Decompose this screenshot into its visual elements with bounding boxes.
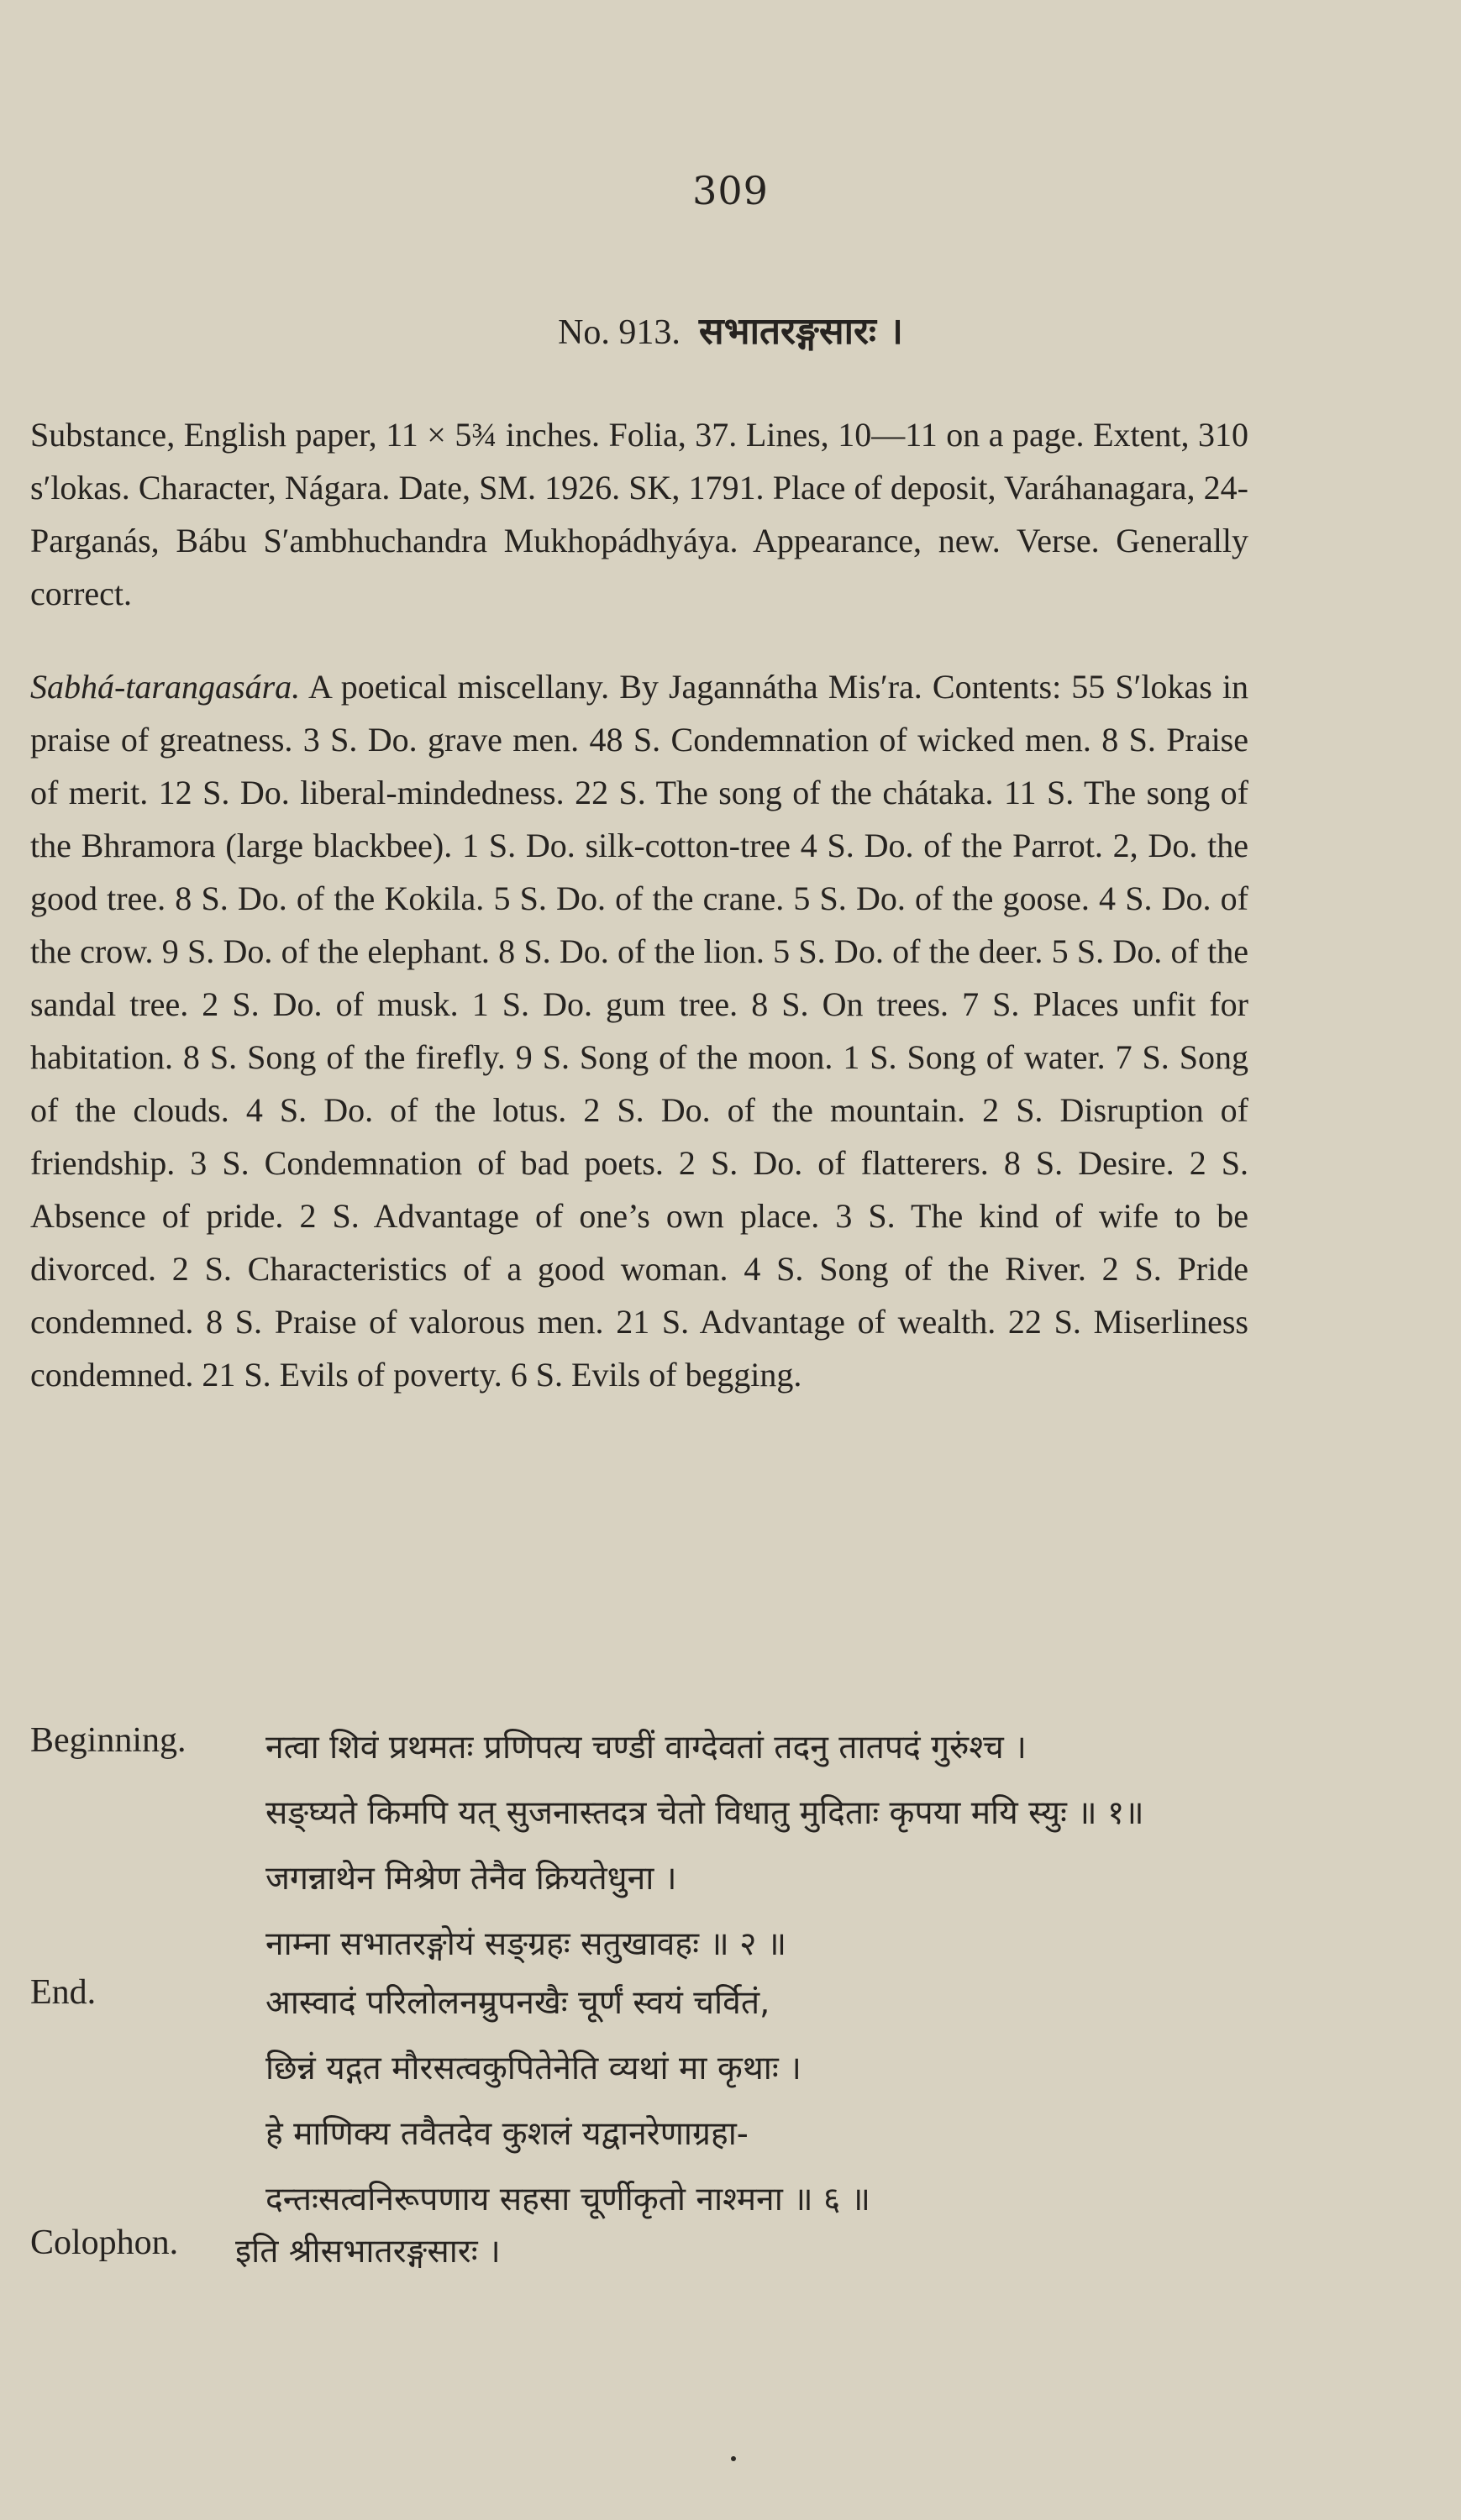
colophon-label: Colophon. <box>30 2223 179 2262</box>
beginning-line: नत्वा शिवं प्रथमतः प्रणिपत्य चण्डीं वाग्देवतां तदनु तातपदं गुरुंश्च । <box>265 1729 1027 1767</box>
entry-heading <box>0 304 1461 354</box>
beginning-line: नाम्ना सभातरङ्गोयं सङ्ग्रहः सतुखावहः ॥ २ ॥ <box>265 1925 787 1963</box>
sanskrit-title: सभातरङ्गसारः । <box>698 310 903 353</box>
end-line: दन्तःसत्वनिरूपणाय सहसा चूर्णीकृतो नाश्मना ॥ ६ ॥ <box>265 2181 870 2218</box>
end-line: आस्वादं परिलोलनम्रुपनखैः चूर्णं स्वयं चर्वितं, <box>265 1984 770 2022</box>
end-line: छिन्नं यद्गत मौरसत्वकुपितेनेति व्यथां मा कृथाः । <box>265 2050 801 2087</box>
end-label: End. <box>30 1973 97 2012</box>
beginning-line: सङ्घ्यते किमपि यत् सुजनास्तदत्र चेतो विधातु मुदिताः कृपया मयि स्युः ॥ १॥ <box>265 1794 1144 1832</box>
physical-description: Substance, English paper, 11 × 5¾ inches. Folia, 37. Lines, 10—11 on a page. Extent, 310 s′lokas. Character, Nágara. Date, SM. 1926. SK, 1791. Place of deposit, Varáhanagara, 24-Parganás, Bábu S′ambhuchandra Mukhopádhyáya. Appearance, new. Verse. Generally correct. <box>30 416 1248 612</box>
beginning-label: Beginning. <box>30 1721 187 1760</box>
end-line: हे माणिक्य तवैतदेव कुशलं यद्वानरेणाग्रहा- <box>265 2115 749 2153</box>
print-speck <box>731 2456 736 2461</box>
beginning-line: जगन्नाथेन मिश्रेण तेनैव क्रियतेधुना । <box>265 1860 677 1898</box>
work-title: Sabhá-tarangasára. <box>30 668 301 706</box>
summary-text: A poetical miscellany. By Jagannátha Mis′ra. Contents: 55 S′lokas in praise of greatness. 3 S. Do. grave men. 48 S. Condemnation of wicked men. 8 S. Praise of merit. 12 S. Do. liberal-mindedness. 22 S. The song of the chátaka. 11 S. The song of the Bhramora (large blackbee). 1 S. Do. silk-cotton-tree 4 S. Do. of the Parrot. 2, Do. the good tree. 8 S. Do. of the Kokila. 5 S. Do. of the crane. 5 S. Do. of the goose. 4 S. Do. of the crow. 9 S. Do. of the elephant. 8 S. Do. of the lion. 5 S. Do. of the deer. 5 S. Do. of the sandal tree. 2 S. Do. of musk. 1 S. Do. gum tree. 8 S. On trees. 7 S. Places unfit for habitation. 8 S. Song of the firefly. 9 S. Song of the moon. 1 S. Song of water. 7 S. Song of the clouds. 4 S. Do. of the lotus. 2 S. Do. of the mountain. 2 S. Disruption of friendship. 3 S. Condemnation of bad poets. 2 S. Do. of flatterers. 8 S. Desire. 2 S. Absence of pride. 2 S. Advantage of one’s own place. 3 S. The kind of wife to be divorced. 2 S. Characteristics of a good woman. 4 S. Song of the River. 2 S. Pride condemned. 8 S. Praise of valorous men. 21 S. Advantage of wealth. 22 S. Miserliness condemned. 21 S. Evils of poverty. 6 S. Evils of begging. <box>30 668 1248 1394</box>
entry-number: No. 913. <box>558 313 681 352</box>
contents-summary <box>30 660 1248 1401</box>
colophon-text: इति श्रीसभातरङ्गसारः । <box>235 2233 501 2271</box>
page-number: 309 <box>692 168 769 213</box>
